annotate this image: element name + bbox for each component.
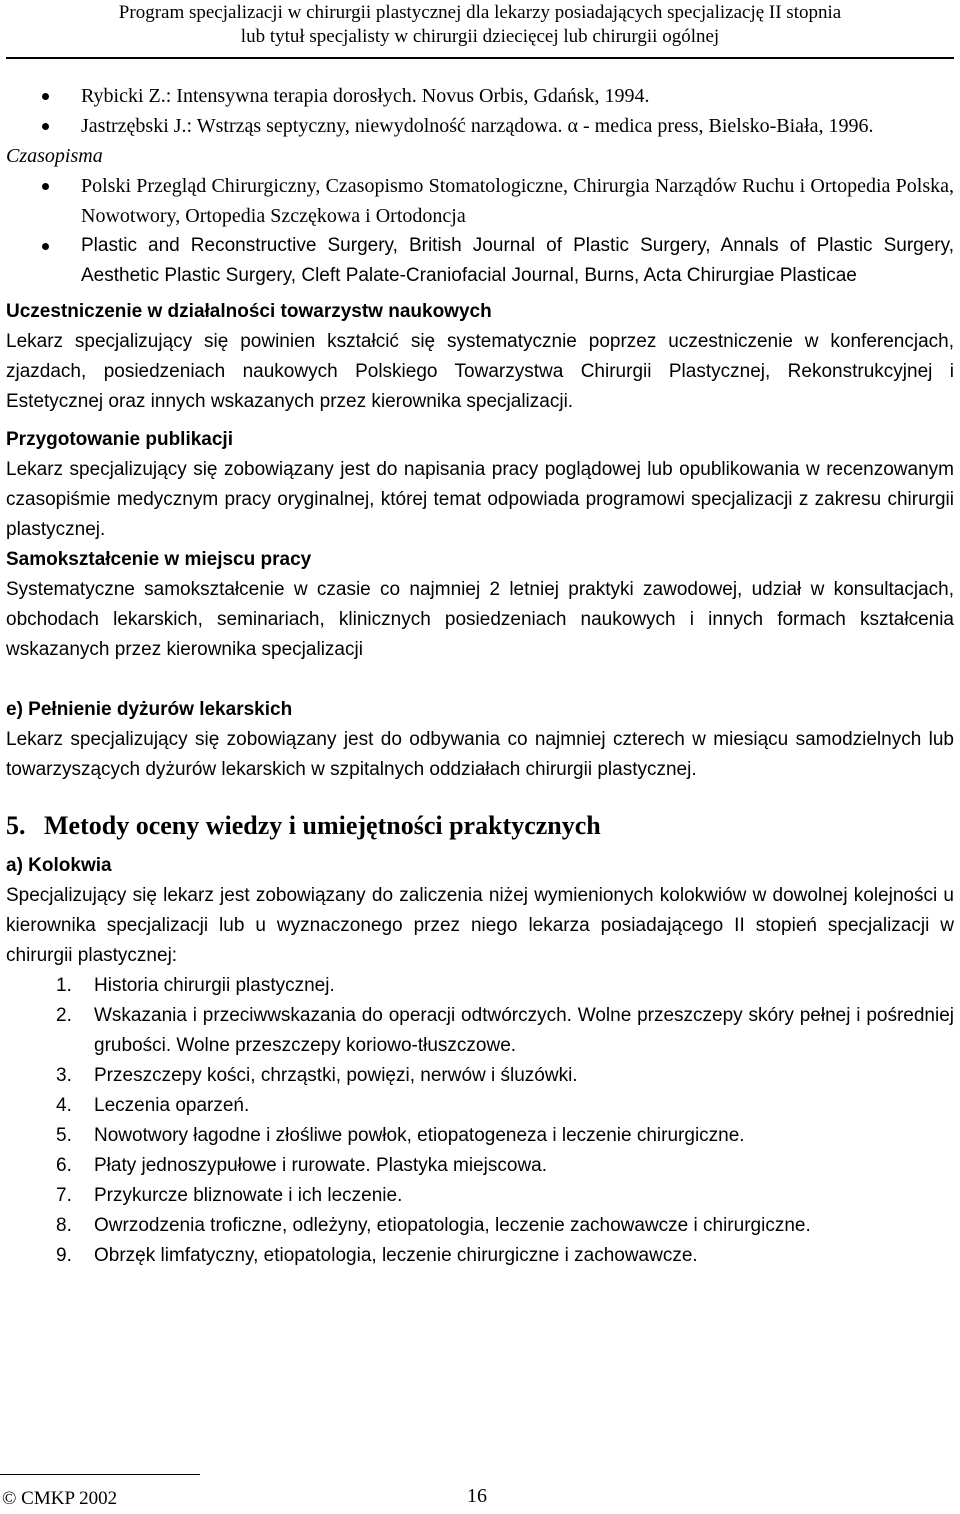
journals-heading: Czasopisma: [6, 145, 103, 167]
publication-section: [6, 425, 954, 545]
footer-copyright: © CMKP 2002: [2, 1488, 118, 1509]
bullet-icon: [42, 183, 49, 190]
journal-list: [6, 171, 954, 291]
section-text: Systematyczne samokształcenie w czasie co najmniej 2 letniej praktyki zawodowej, udział w konsultacjach, obchodach lekarskich, seminariach, klinicznych posiedzeniach naukowych i innych formach kształcenia wskazanych przez kierownika specjalizacji: [6, 579, 954, 660]
header-line-1: Program specjalizacji w chirurgii plastycznej dla lekarzy posiadających specjalizację II stopnia: [118, 2, 842, 23]
list-item: Plastic and Reconstructive Surgery, British Journal of Plastic Surgery, Annals of Plastic Surgery, Aesthetic Plastic Surgery, Cleft Palate-Craniofacial Journal, Burns, Acta Chirurgiae Plasticae: [6, 231, 954, 291]
footer-rule: [0, 1474, 200, 1475]
section-heading: Samokształcenie w miejscu pracy: [6, 549, 312, 570]
colloquia-list: [6, 971, 954, 1271]
section-text: Lekarz specjalizujący się zobowiązany jest do napisania pracy poglądowej lub opublikowania w recenzowanym czasopiśmie medycznym pracy oryginalnej, której temat odpowiada programowi specjalizacji z zakresu chirurgii plastycznej.: [6, 459, 954, 540]
bullet-icon: [42, 243, 49, 250]
list-item: 3. Przeszczepy kości, chrząstki, powięzi, nerwów i śluzówki.: [56, 1065, 578, 1086]
page-number: 16: [467, 1485, 487, 1507]
header-line-2: lub tytuł specjalisty w chirurgii dziecięcej lub chirurgii ogólnej: [240, 26, 720, 47]
section-text: Specjalizujący się lekarz jest zobowiązany do zaliczenia niżej wymienionych kolokwiów w dowolnej kolejności u kierownika specjalizacji lub u wyznaczonego przez niego lekarza posiadającego II stopień specjalizacji w chirurgii plastycznej:: [6, 885, 954, 966]
list-item: 2. Wskazania i przeciwwskazania do operacji odtwórczych. Wolne przeszczepy skóry pełnej i pośredniej grubości. Wolne przeszczepy koriowo-tłuszczowe.: [56, 1005, 954, 1056]
section-text: Lekarz specjalizujący się powinien kształcić się systematycznie poprzez uczestniczenie w konferencjach, zjazdach, posiedzeniach naukowych Polskiego Towarzystwa Chirurgii Plastycznej, Rekonstrukcyjnej i Estetycznej oraz innych wskazanych przez kierownika specjalizacji.: [6, 331, 954, 412]
section-heading: a) Kolokwia: [6, 855, 112, 876]
section-heading: e) Pełnienie dyżurów lekarskich: [6, 699, 293, 720]
societies-section: [6, 297, 954, 417]
list-item: 4. Leczenia oparzeń.: [56, 1095, 250, 1116]
list-item: 9. Obrzęk limfatyczny, etiopatologia, leczenie chirurgiczne i zachowawcze.: [56, 1245, 698, 1266]
section-text: Lekarz specjalizujący się zobowiązany jest do odbywania co najmniej czterech w miesiącu samodzielnych lub towarzyszących dyżurów lekarskich w szpitalnych oddziałach chirurgii plastycznej.: [6, 729, 954, 780]
list-item: 6. Płaty jednoszypułowe i rurowate. Plastyka miejscowa.: [56, 1155, 548, 1176]
section-5-heading: [6, 809, 954, 843]
section-number: 5.: [6, 811, 26, 840]
book-list: [6, 81, 954, 141]
bullet-icon: [42, 93, 49, 100]
list-item: Polski Przegląd Chirurgiczny, Czasopismo Stomatologiczne, Chirurgia Narządów Ruchu i Ortopedia Polska, Nowotwory, Ortopedia Szczękowa i Ortodoncja: [6, 171, 954, 231]
colloquia-section: [6, 851, 954, 1271]
section-heading: Uczestniczenie w działalności towarzystw naukowych: [6, 301, 492, 322]
list-item: 5. Nowotwory łagodne i złośliwe powłok, etiopatogeneza i leczenie chirurgiczne.: [56, 1125, 745, 1146]
list-item: 7. Przykurcze bliznowate i ich leczenie.: [56, 1185, 403, 1206]
list-item: 1. Historia chirurgii plastycznej.: [56, 975, 335, 996]
running-header: [6, 0, 954, 49]
document-page: [6, 0, 954, 1271]
selfstudy-section: [6, 545, 954, 665]
section-title: Metody oceny wiedzy i umiejętności praktycznych: [44, 811, 601, 840]
list-item: 8. Owrzodzenia troficzne, odleżyny, etiopatologia, leczenie zachowawcze i chirurgiczne.: [56, 1215, 811, 1236]
list-item: Rybicki Z.: Intensywna terapia dorosłych. Novus Orbis, Gdańsk, 1994.: [6, 81, 954, 111]
duty-section: [6, 695, 954, 785]
section-heading: Przygotowanie publikacji: [6, 429, 233, 450]
list-item: Jastrzębski J.: Wstrząs septyczny, niewydolność narządowa. α - medica press, Bielsko-Biała, 1996.: [6, 111, 954, 141]
bullet-icon: [42, 123, 49, 130]
